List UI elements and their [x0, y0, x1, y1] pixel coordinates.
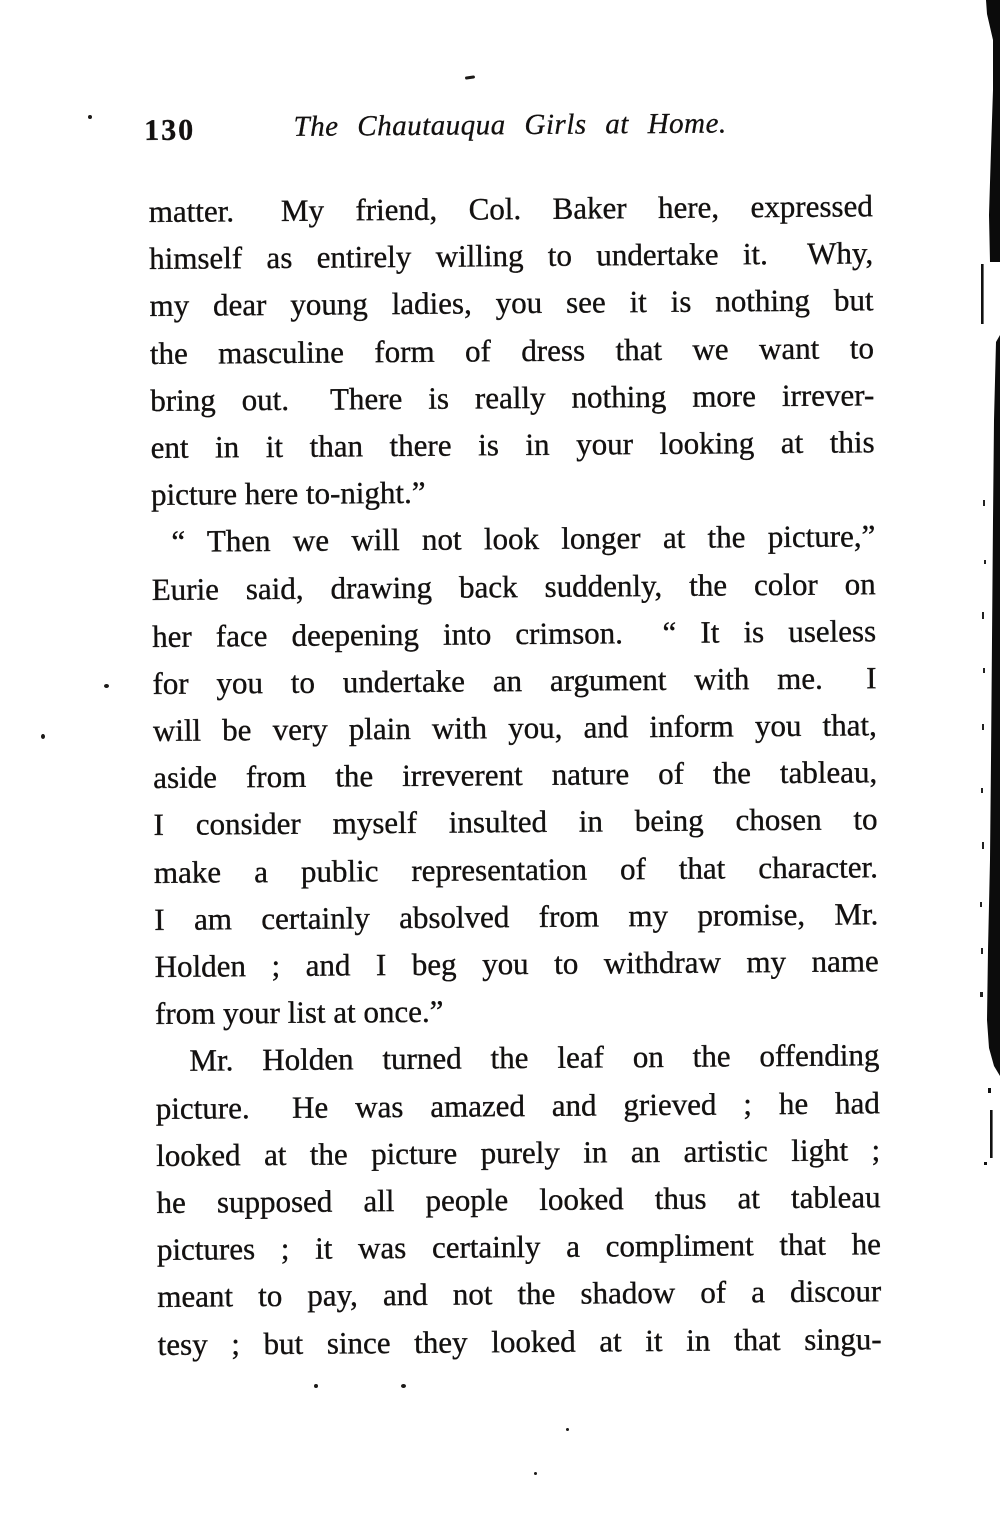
- scan-edge-artifact: [930, 0, 1000, 1538]
- running-title: The Chautauqua Girls at Home.: [293, 107, 727, 143]
- text-line: the masculine form of dress that we want to: [149, 329, 875, 371]
- text-line: will be very plain with you, and inform you that,: [152, 707, 877, 749]
- text-line: “ Then we will not look longer at the picture,”: [171, 518, 876, 560]
- text-line: he supposed all people looked thus at tableau: [156, 1179, 881, 1220]
- text-line: Mr. Holden turned the leaf on the offending: [189, 1037, 880, 1079]
- ink-speck: [41, 734, 45, 739]
- ink-speck: [566, 1428, 569, 1431]
- text-line: himself as entirely willing to undertake it. Why,: [149, 235, 874, 277]
- text-line: picture. He was amazed and grieved ; he had: [155, 1084, 880, 1126]
- page-number: 130: [144, 113, 196, 148]
- text-line: I am certainly absolved from my promise, Mr.: [154, 896, 879, 937]
- text-line: picture here to-night.”: [150, 474, 426, 513]
- paragraph-2: [151, 513, 879, 1038]
- text-line: Eurie said, drawing back suddenly, the color on: [151, 565, 876, 607]
- text-line: tesy ; but since they looked at it in that singu-: [157, 1320, 882, 1362]
- text-line: her face deepening into crimson. “ It is useless: [151, 612, 877, 654]
- text-line: I consider myself insulted in being chosen to: [153, 801, 878, 843]
- body-text: [149, 182, 882, 1367]
- printed-block: [144, 106, 882, 1367]
- text-line: bring out. There is really nothing more irrever-: [150, 377, 875, 418]
- ink-speck: [465, 75, 475, 79]
- text-line: for you to undertake an argument with me. I: [152, 660, 877, 701]
- text-line: Holden ; and I beg you to withdraw my name: [154, 943, 879, 984]
- text-line: make a public representation of that character.: [153, 848, 879, 890]
- text-line: looked at the picture purely in an artistic light ;: [156, 1132, 881, 1173]
- ink-speck: [314, 1384, 318, 1388]
- ink-speck: [534, 1472, 537, 1475]
- text-line: pictures ; it was certainly a compliment that he: [156, 1226, 882, 1268]
- ink-speck: [104, 684, 109, 688]
- text-line: matter. My friend, Col. Baker here, expressed: [148, 188, 873, 229]
- ink-speck: [88, 115, 92, 119]
- paragraph-3: [155, 1032, 882, 1368]
- text-line: ent in it than there is in your looking at this: [150, 424, 875, 465]
- paragraph-1: [149, 182, 876, 518]
- text-line: aside from the irreverent nature of the tableau,: [153, 754, 878, 796]
- page-header: [144, 106, 872, 154]
- ink-speck: [401, 1384, 406, 1388]
- text-line: meant to pay, and not the shadow of a discour: [157, 1273, 882, 1315]
- text-line: from your list at once.”: [154, 993, 444, 1032]
- text-line: my dear young ladies, you see it is nothing but: [149, 282, 874, 324]
